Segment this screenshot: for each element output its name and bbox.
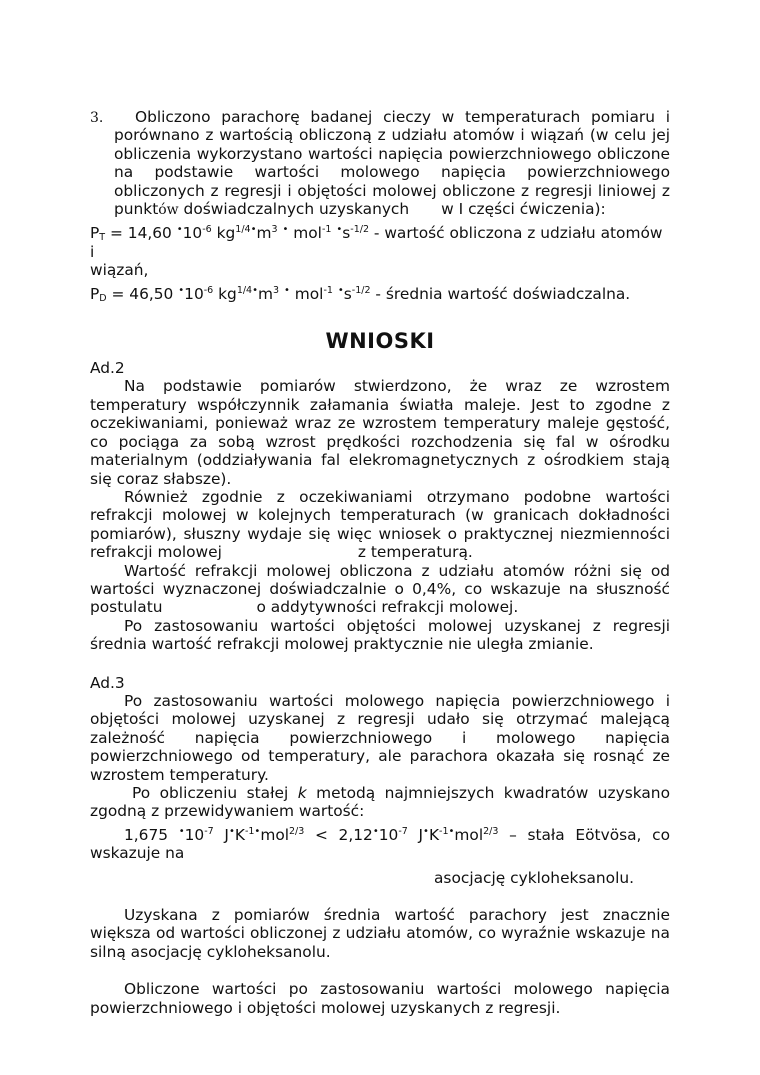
ad2-heading: Ad.2 [90, 359, 125, 378]
ad3-paragraph-3: Uzyskana z pomiarów średnia wartość parachory jest znacznie większa od wartości obliczonej z udziału atomów, co wyraźnie wskazuje na silną asocjację cykloheksanolu. [90, 906, 670, 961]
item-3-line: Obliczono parachorę badanej cieczy w temperaturach pomiaru i [135, 108, 670, 126]
formula-pd: $P_D = 46,50$ $^•10^{-6}$ $kg^{1/4•}m^3$ • mol$^{-1}$ $^•s^{-1/2}$ - średnia wartość doświadczalna. [90, 284, 631, 304]
ad2-paragraph-4: Po zastosowaniu wartości objętości molowej uzyskanej z regresji średnia wartość refrakcji molowej praktycznie nie uległa zmianie. [90, 616, 670, 654]
ad3-paragraph-1: Po zastosowaniu wartości molowego napięcia powierzchniowego i objętości molowej uzyskanej z regresji udało się otrzymać malejącą zależność napięcia powierzchniowego i molowego napięcia powierzchniowego od temperatury, ale parachora okazała się rosnąć ze wzrostem temperatury. [90, 691, 670, 784]
eotvos-formula-cont: wskazuje na [90, 844, 185, 863]
ad2-paragraph-1: Na podstawie pomiarów stwierdzono, że wraz ze wzrostem temperatury współczynnik załamania światła maleje. Jest to zgodne z oczekiwaniami, ponieważ wraz ze wzrostem temperatury maleje gęstość, co pociąga za sobą wzrost prędkości rozchodzenia się fal w ośrodku materialnym (oddziaływania fal elekromagnetycznych z ośrodkiem stają się coraz słabsze). [90, 377, 670, 488]
item-3-line: obliczonych z regresji i objętości molowej obliczone z regresji liniowej z [114, 181, 670, 200]
item-3 [90, 108, 670, 219]
item-3-line: porównano z wartością obliczoną z udziału atomów i wiązań (w celu jej [114, 126, 670, 145]
eotvos-formula: 1,675 $^•10^{-7}$ $J^•K^{-1•}mol^{2/3} < 2,12^•10^{-7}$ $J^•K^{-1•}mol^{2/3}$ – stała Eötvösa, co [124, 825, 670, 844]
item-3-line-last: punktów doświadczalnych uzyskanych w I części ćwiczenia): [114, 200, 606, 219]
document-page [90, 108, 670, 1017]
ad2-paragraph-3: Wartość refrakcji molowej obliczona z udziału atomów różni się od wartości wyznaczonej doświadczalnie o 0,4%, co wskazuje na słuszność postulatu o addytywności refrakcji molowej. [90, 561, 670, 617]
ad3-paragraph-2: Po obliczeniu stałej k metodą najmniejszych kwadratów uzyskano zgodną z przewidywaniem wartość: [90, 784, 670, 821]
formula-pt: $P_T = 14,60$ $^•10^{-6}$ $kg^{1/4•}m^3$ • mol$^{-1}$ $^•s^{-1/2}$ - wartość obliczona z udziału atomów i wiązań, [90, 224, 663, 280]
item-number: 3. [90, 110, 104, 126]
item-3-line: na podstawie wartości molowego napięcia powierzchniowego [114, 163, 670, 182]
ad3-heading: Ad.3 [90, 673, 125, 692]
ad3-paragraph-4: Obliczone wartości po zastosowaniu wartości molowego napięcia powierzchniowego i objętości molowej uzyskanych z regresji. [90, 980, 670, 1017]
section-title: WNIOSKI [325, 329, 435, 354]
ad2-paragraph-2: Również zgodnie z oczekiwaniami otrzymano podobne wartości refrakcji molowej w kolejnych temperaturach (w granicach dokładności pomiarów), słuszny wydaje się więc wniosek o praktycznej niezmienności refrakcji molowej z temperaturą. [90, 487, 670, 562]
eotvos-conclusion: asocjację cykloheksanolu. [434, 868, 634, 887]
item-3-line: obliczenia wykorzystano wartości napięcia powierzchniowego obliczone [114, 144, 670, 163]
